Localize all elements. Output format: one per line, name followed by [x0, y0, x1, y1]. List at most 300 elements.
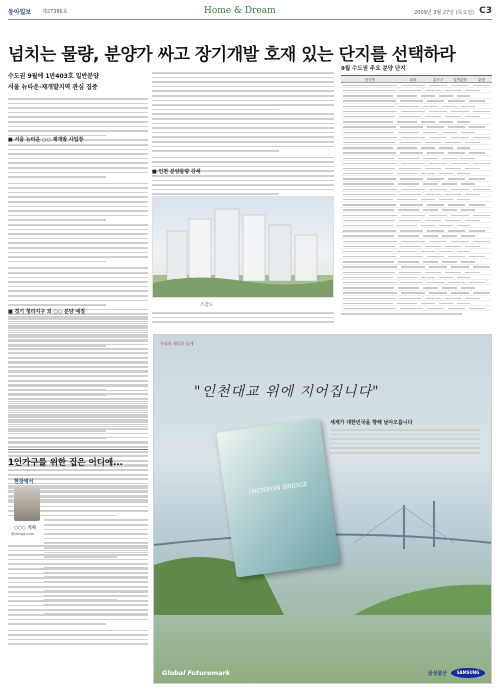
text-line — [8, 639, 148, 641]
table-cell — [397, 121, 417, 122]
text-line — [152, 118, 334, 120]
text-line — [8, 442, 148, 444]
text-line — [8, 568, 148, 570]
table-cell — [343, 106, 394, 107]
text-line — [330, 429, 480, 431]
table-cell — [343, 251, 393, 252]
table-cell — [423, 158, 438, 159]
text-line — [152, 141, 334, 143]
table-cell — [401, 215, 425, 216]
advertisement — [153, 334, 492, 684]
table-cell — [397, 225, 417, 226]
table-cell — [451, 137, 469, 138]
text-line — [8, 634, 148, 636]
table-cell — [343, 230, 396, 231]
table-cell — [398, 287, 419, 288]
table-cell — [451, 266, 469, 267]
table-cell — [425, 142, 441, 143]
text-line — [8, 176, 106, 178]
table-cell — [461, 183, 475, 184]
text-line — [8, 238, 148, 240]
table-cell — [457, 303, 470, 304]
table-cell — [425, 116, 441, 117]
table-cell — [343, 246, 395, 247]
table-cell — [445, 194, 461, 195]
table-cell — [343, 147, 393, 148]
table-cell — [429, 111, 447, 112]
text-line — [44, 515, 117, 517]
text-line — [8, 330, 148, 332]
table-cell — [343, 292, 397, 293]
table-cell — [439, 95, 453, 96]
table-cell — [451, 215, 469, 216]
text-line — [8, 242, 148, 244]
text-line — [8, 316, 148, 318]
table-cell — [442, 106, 457, 107]
text-line — [8, 357, 148, 359]
text-line — [152, 113, 334, 115]
table-cell — [343, 204, 396, 205]
table-cell — [473, 137, 490, 138]
text-line — [8, 103, 148, 105]
table-cell — [457, 199, 470, 200]
table-cell — [398, 158, 419, 159]
table-cell — [425, 220, 441, 221]
text-line — [44, 496, 148, 498]
text-line — [8, 550, 148, 552]
text-line — [152, 175, 334, 177]
table-cell — [343, 215, 397, 216]
table-cell — [448, 152, 465, 153]
text-line — [8, 394, 106, 396]
table-cell — [423, 261, 438, 262]
text-line — [8, 433, 148, 435]
text-line — [8, 281, 148, 283]
text-line — [152, 180, 334, 182]
table-cell — [473, 189, 490, 190]
text-line — [330, 443, 480, 445]
text-line — [152, 95, 334, 97]
table-cell — [343, 308, 396, 309]
table-cell — [343, 116, 395, 117]
table-cell — [445, 246, 461, 247]
table-cell — [397, 147, 417, 148]
text-line — [8, 334, 148, 336]
text-line — [8, 545, 148, 547]
text-line — [8, 424, 148, 426]
table-header-cell: 분양 — [478, 78, 485, 82]
table-cell — [343, 142, 395, 143]
text-line — [152, 72, 334, 74]
table-cell — [421, 95, 435, 96]
table-cell — [401, 85, 425, 86]
table-cell — [343, 163, 397, 164]
table-cell — [343, 152, 396, 153]
table-cell — [397, 173, 417, 174]
table-cell — [451, 292, 469, 293]
table-cell — [343, 194, 395, 195]
text-line — [8, 215, 148, 217]
table-cell — [343, 121, 393, 122]
table-footnote — [341, 313, 462, 314]
text-line — [44, 510, 148, 512]
table-cell — [423, 287, 438, 288]
table-cell — [451, 163, 469, 164]
text-line — [8, 609, 148, 611]
table-cell — [469, 126, 485, 127]
ad-card-image — [216, 418, 339, 577]
table-cell — [465, 142, 480, 143]
text-line — [152, 90, 334, 92]
section-heading-2: ■ 경기 청라지구 외 ○○ 분양 예정 — [8, 309, 86, 315]
table-cell — [469, 152, 485, 153]
apartment-rendering-image — [152, 196, 334, 298]
text-line — [8, 295, 148, 297]
text-line — [8, 474, 148, 476]
text-line — [152, 161, 334, 163]
table-cell — [343, 277, 393, 278]
text-line — [8, 414, 148, 416]
text-line — [8, 559, 148, 561]
text-line — [8, 586, 148, 588]
text-line — [8, 623, 106, 625]
text-line — [8, 405, 148, 407]
table-cell — [445, 272, 461, 273]
table-cell — [465, 116, 480, 117]
newspaper-logo: 동아일보 — [8, 9, 32, 16]
table-cell — [469, 100, 485, 101]
table-cell — [429, 189, 447, 190]
table-cell — [442, 158, 457, 159]
text-line — [8, 385, 148, 387]
table-cell — [448, 204, 465, 205]
text-line — [8, 554, 148, 556]
table-cell — [397, 277, 417, 278]
table-cell — [445, 168, 461, 169]
text-line — [8, 563, 148, 565]
table-header-cell: 위치 — [409, 78, 417, 82]
text-line — [152, 127, 334, 129]
text-line — [152, 317, 334, 319]
table-cell — [461, 132, 475, 133]
table-cell — [429, 292, 447, 293]
table-cell — [451, 111, 469, 112]
table-cell — [461, 235, 475, 236]
text-line — [8, 172, 148, 174]
table-cell — [473, 266, 490, 267]
table-cell — [461, 261, 475, 262]
text-line — [8, 162, 148, 164]
table-cell — [473, 111, 490, 112]
text-line — [152, 100, 334, 102]
table-cell — [401, 137, 425, 138]
text-line — [44, 533, 148, 535]
text-line — [152, 123, 334, 125]
table-cell — [429, 163, 447, 164]
text-line — [44, 506, 148, 508]
table-cell — [423, 106, 438, 107]
table-cell — [343, 287, 394, 288]
text-line — [8, 390, 148, 392]
table-cell — [421, 173, 435, 174]
table-cell — [427, 204, 444, 205]
table-cell — [427, 256, 444, 257]
table-cell — [465, 298, 480, 299]
table-cell — [473, 292, 490, 293]
text-line — [8, 116, 148, 118]
text-line — [44, 542, 148, 544]
table-cell — [400, 256, 423, 257]
section-heading-1: ■ 서울 뉴타운 ○○ 재개발 사업장 — [8, 137, 84, 143]
text-line — [8, 401, 148, 403]
text-line — [8, 267, 148, 269]
article-subhead — [8, 72, 148, 92]
text-line — [8, 286, 148, 288]
table-cell — [423, 209, 438, 210]
text-line — [8, 192, 148, 194]
table-cell — [457, 173, 470, 174]
column-divider — [8, 449, 148, 450]
text-line — [8, 325, 148, 327]
text-line — [8, 196, 148, 198]
text-line — [8, 591, 148, 593]
table-header-cell: 단지명 — [364, 78, 376, 82]
table-cell — [398, 235, 419, 236]
text-line — [330, 434, 480, 436]
table-cell — [465, 90, 480, 91]
table-cell — [425, 246, 441, 247]
text-line — [8, 130, 148, 132]
table-cell — [457, 147, 470, 148]
text-line — [8, 187, 148, 189]
ad-headline: "인천대교 위에 지어집니다" — [194, 384, 380, 400]
ad-corp-name: 삼성물산 — [427, 671, 447, 677]
table-cell — [423, 235, 438, 236]
table-cell — [448, 230, 465, 231]
text-line — [8, 277, 148, 279]
text-line — [8, 380, 148, 382]
table-cell — [343, 137, 397, 138]
page-headline: 넘치는 물량, 분양가 싸고 장기개발 호재 있는 단지를 선택하라 — [8, 45, 456, 65]
table-cell — [461, 106, 475, 107]
table-cell — [399, 168, 421, 169]
ad-badge: 우리의 새로운 날개 — [160, 341, 194, 346]
text-line — [44, 524, 148, 526]
table-cell — [451, 241, 469, 242]
table-cell — [469, 204, 485, 205]
table-cell — [343, 173, 393, 174]
table-header-cell: 총가구 — [432, 78, 444, 82]
text-line — [8, 596, 148, 598]
table-cell — [343, 189, 397, 190]
table-cell — [398, 106, 419, 107]
table-cell — [427, 152, 444, 153]
table-header-row — [341, 75, 492, 83]
table-cell — [451, 189, 469, 190]
table-cell — [421, 277, 435, 278]
article-column-3 — [152, 312, 334, 326]
table-cell — [343, 303, 393, 304]
table-cell — [343, 132, 394, 133]
table-cell — [445, 298, 461, 299]
text-line — [8, 362, 148, 364]
text-line — [8, 158, 148, 160]
table-cell — [421, 251, 435, 252]
table-cell — [397, 303, 417, 304]
text-line — [8, 206, 148, 208]
text-line — [8, 573, 148, 575]
table-cell — [400, 126, 423, 127]
table-cell — [398, 209, 419, 210]
text-line — [152, 81, 334, 83]
table-cell — [343, 126, 396, 127]
table-cell — [473, 241, 490, 242]
table-cell — [465, 272, 480, 273]
table-body — [341, 83, 492, 311]
table-cell — [343, 158, 394, 159]
table-cell — [343, 266, 397, 267]
column-label: 현장에서 — [14, 479, 34, 485]
table-cell — [399, 246, 421, 247]
section-label: Home & Dream — [204, 6, 276, 16]
samsung-logo: SAMSUNG — [451, 668, 485, 678]
text-line — [8, 437, 106, 439]
table-cell — [343, 111, 397, 112]
table-cell — [425, 272, 441, 273]
table-cell — [343, 178, 396, 179]
table-cell — [343, 225, 393, 226]
table-cell — [343, 235, 394, 236]
table-cell — [448, 308, 465, 309]
table-cell — [445, 220, 461, 221]
dateline: 2009년 3월 27일 (목요일) — [414, 10, 474, 16]
rendering-caption: 조감도 — [200, 303, 214, 308]
page-header — [8, 6, 492, 20]
table-cell — [429, 137, 447, 138]
page-number: C3 — [479, 6, 492, 16]
table-cell — [448, 178, 465, 179]
text-line — [8, 371, 148, 373]
table-cell — [397, 199, 417, 200]
table-cell — [425, 194, 441, 195]
table-cell — [423, 183, 438, 184]
text-line — [44, 478, 148, 480]
text-line — [8, 247, 148, 249]
text-line — [8, 447, 148, 449]
table-cell — [421, 225, 435, 226]
table-cell — [442, 235, 457, 236]
table-cell — [343, 209, 394, 210]
text-line — [152, 104, 334, 106]
text-line — [8, 98, 148, 100]
table-cell — [469, 308, 485, 309]
edition-number: 제27386호 — [42, 9, 68, 15]
column-title: 1인가구를 위한 집은 어디에... — [8, 458, 123, 468]
text-line — [44, 483, 148, 485]
table-cell — [427, 100, 444, 101]
table-cell — [473, 215, 490, 216]
table-cell — [400, 100, 423, 101]
text-line — [152, 157, 334, 159]
table-cell — [399, 90, 421, 91]
table-cell — [400, 204, 423, 205]
text-line — [8, 419, 148, 421]
text-line — [330, 438, 480, 440]
table-cell — [439, 121, 453, 122]
table-cell — [429, 215, 447, 216]
table-cell — [442, 209, 457, 210]
table-cell — [473, 163, 490, 164]
table-cell — [343, 261, 394, 262]
text-line — [44, 501, 148, 503]
text-line — [8, 210, 148, 212]
section-heading-3: ■ 인천 분양물량 강세 — [152, 169, 201, 175]
column-body-2 — [8, 545, 148, 648]
text-line — [8, 339, 148, 341]
table-cell — [429, 266, 447, 267]
table-cell — [445, 116, 461, 117]
text-line — [8, 410, 148, 412]
table-cell — [461, 158, 475, 159]
table-title: 9월 수도권 주요 분양 단지 — [341, 66, 406, 72]
table-cell — [457, 277, 470, 278]
table-cell — [398, 183, 419, 184]
table-cell — [343, 282, 396, 283]
columnist-photo — [14, 487, 40, 521]
text-line — [152, 150, 279, 152]
table-cell — [421, 303, 435, 304]
table-cell — [439, 173, 453, 174]
text-line — [8, 344, 148, 346]
text-line — [152, 132, 334, 134]
text-line — [8, 219, 106, 221]
table-cell — [343, 168, 395, 169]
table-cell — [429, 241, 447, 242]
table-cell — [423, 132, 438, 133]
table-cell — [451, 85, 469, 86]
table-cell — [469, 230, 485, 231]
table-cell — [401, 292, 425, 293]
table-header-cell: 일반분양 — [453, 78, 467, 82]
text-line — [8, 126, 148, 128]
table-cell — [343, 272, 395, 273]
text-line — [8, 272, 148, 274]
table-cell — [457, 95, 470, 96]
table-cell — [400, 178, 423, 179]
ad-brand-tagline: Global Futuremark — [162, 669, 231, 677]
table-cell — [448, 126, 465, 127]
table-cell — [399, 220, 421, 221]
text-line — [152, 189, 334, 191]
table-cell — [343, 85, 397, 86]
table-cell — [397, 95, 417, 96]
table-cell — [421, 199, 435, 200]
table-cell — [425, 168, 441, 169]
text-line — [8, 304, 106, 306]
text-line — [152, 109, 279, 111]
table-cell — [442, 183, 457, 184]
table-cell — [401, 241, 425, 242]
table-cell — [401, 189, 425, 190]
table-cell — [465, 168, 480, 169]
table-cell — [469, 256, 485, 257]
text-line — [8, 153, 148, 155]
text-line — [8, 107, 148, 109]
table-cell — [343, 100, 396, 101]
article-column-1b — [8, 316, 148, 504]
table-cell — [400, 152, 423, 153]
table-cell — [343, 256, 396, 257]
